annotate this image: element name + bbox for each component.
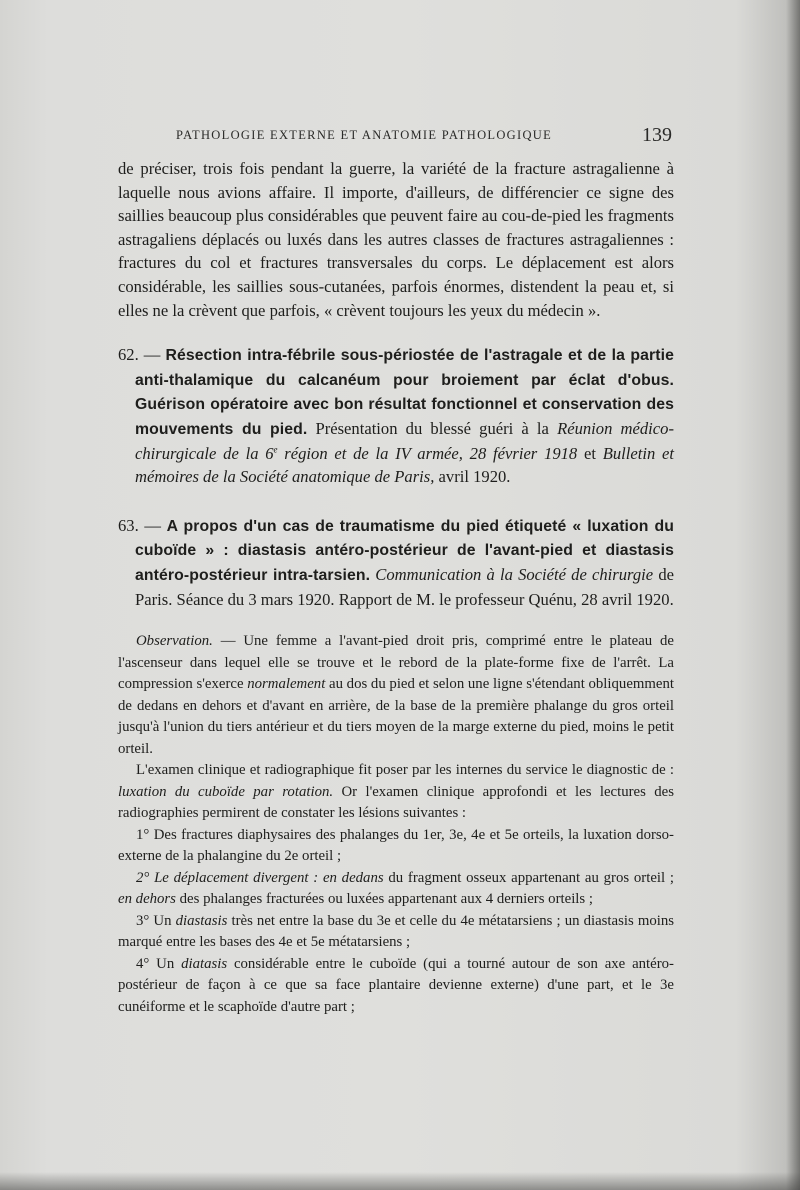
- lesion-item-4: [118, 954, 674, 1019]
- observation-p2-text-2: Or l'examen clinique approfondi et les lectures des radiographies permirent de constater les lésions suivantes :: [118, 783, 674, 822]
- entry-62-title: Résection intra-fébrile sous-périostée de l'astragale et de la partie anti-thalamique du calcanéum pour broiement par éclat d'obus. Guérison opératoire avec bon résultat fonctionnel et conservation des mouvements du pied.: [135, 347, 675, 438]
- entry-63-text-1: de Paris. Séance du 3 mars 1920. Rapport de M. le professeur Quénu, 28 avril 1920.: [135, 564, 675, 609]
- entry-62-italic-3: Bulletin et mémoires de la Société anatomique de Paris,: [135, 443, 674, 487]
- entry-62-number: 62. —: [118, 345, 161, 365]
- entry-62: [118, 343, 674, 489]
- entry-62-italic-1: Réunion médico-chirurgicale de la 6: [135, 418, 674, 463]
- entry-63: [118, 514, 674, 611]
- lesion-item-2: [118, 868, 674, 911]
- entry-62-text-2: et: [577, 443, 603, 463]
- lesion-item-3-text-2: très net entre la base du 3e et celle du 4e métatarsiens ; un diastasis moins marqué entre les bases des 4e et 5e métatarsiens ;: [118, 912, 674, 951]
- observation-paragraph-2: [118, 760, 674, 825]
- lesion-item-2-italic-2: en dehors: [118, 891, 176, 908]
- entry-63-italic-1: Communication à la Société de chirurgie: [370, 564, 654, 584]
- lesion-item-4-italic: diatasis: [181, 955, 228, 972]
- entry-62-italic-2: région et de la IV armée, 28 février 1918: [277, 443, 578, 463]
- entry-62-text-3: avril 1920.: [434, 467, 511, 487]
- lesion-item-2-italic: 2° Le déplacement divergent : en dedans: [136, 869, 384, 886]
- observation-text-1: — Une femme a l'avant-pied droit pris, comprimé entre le plateau de l'ascenseur dans lequel elle se trouve et le rebord de la plate-forme fixe de l'arrêt. La compression s'exerce: [118, 633, 674, 693]
- running-head: [176, 124, 676, 148]
- entry-63-title: A propos d'un cas de traumatisme du pied étiqueté « luxation du cuboïde » : diastasis antéro-postérieur de l'avant-pied et diastasis antéro-postérieur intra-tarsien.: [135, 517, 674, 584]
- lesion-item-2-text-2: des phalanges fracturées ou luxées appartenant aux 4 derniers orteils ;: [175, 891, 593, 908]
- observation-label: Observation.: [136, 633, 213, 650]
- entry-63-number: 63. —: [118, 515, 161, 535]
- intro-paragraph: de préciser, trois fois pendant la guerre, la variété de la fracture astragalienne à laquelle nous avions affaire. Il importe, d'ailleurs, de différencier ce signe des saillies beaucoup plus considérables que peuvent faire au cou-de-pied les fragments astragaliens déplacés ou luxés dans les autres classes de fractures astragaliennes : fractures du col et fractures transversales du corps. Le déplacement est alors considérable, les saillies sous-cutanées, parfois énormes, distendent la peau et, si elles ne la crèvent que parfois, « crèvent toujours les yeux du médecin ».: [118, 159, 674, 320]
- lesion-item-2-text: du fragment osseux appartenant au gros orteil ;: [383, 869, 674, 886]
- lesion-item-3-italic: diastasis: [175, 912, 228, 929]
- page-edge-shadow: [786, 0, 800, 1190]
- entry-62-text-1: Présentation du blessé guéri à la: [307, 418, 558, 438]
- observation-paragraph-1: [118, 631, 674, 760]
- running-title: PATHOLOGIE EXTERNE ET ANATOMIE PATHOLOGIQUE: [176, 128, 553, 142]
- observation-p2-text: L'examen clinique et radiographique fit poser par les internes du service le diagnostic de :: [136, 762, 674, 779]
- observation-section: [118, 631, 674, 1018]
- lesion-item-1: 1° Des fractures diaphysaires des phalanges du 1er, 3e, 4e et 5e orteils, la luxation dorso-externe de la phalangine du 2e orteil ;: [118, 826, 674, 865]
- observation-text-2: au dos du pied et selon une ligne s'étendant obliquemment de dedans en dehors et d'avant en arrière, de la base de la première phalange du gros orteil jusqu'à l'union du tiers antérieur et du tiers moyen de la marge externe du pied, moins le petit orteil.: [118, 676, 674, 757]
- lesion-item-4-text-2: considérable entre le cuboïde (qui a tourné autour de son axe antéro-postérieur de façon à ce que sa face plantaire devienne externe) d'une part, et le 3e cunéiforme et le scaphoïde d'autre part ;: [118, 955, 674, 1015]
- observation-p2-italic: luxation du cuboïde par rotation.: [118, 783, 334, 800]
- page-body: [118, 157, 674, 1018]
- page-number: 139: [642, 124, 672, 146]
- page-bottom-shadow: [0, 1172, 800, 1190]
- lesion-item-3: [118, 911, 674, 954]
- lesion-item-4-text: 4° Un: [136, 955, 182, 972]
- lesion-item-3-text: 3° Un: [136, 912, 176, 929]
- observation-italic-1: normalement: [247, 676, 326, 693]
- entry-62-sup: e: [273, 444, 278, 454]
